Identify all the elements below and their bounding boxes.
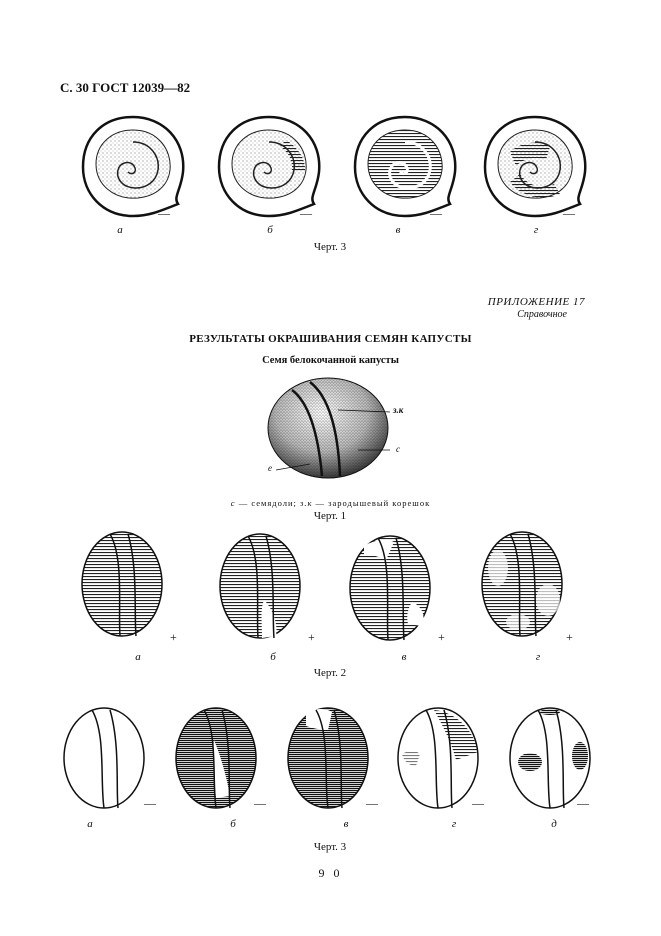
appendix-reference: Справочное — [517, 309, 567, 320]
fig-top-label-b: б — [267, 224, 273, 236]
legend-text-2: — зародышевый корешок — [312, 498, 431, 508]
fig2-seed-a — [78, 528, 168, 643]
fig3-label-c: в — [343, 818, 349, 830]
label-c: с — [396, 444, 400, 454]
fig3-seed-a — [60, 704, 150, 814]
fig3-label-a: а — [87, 818, 93, 830]
fig3-label-d: г — [451, 818, 457, 830]
seed-illustration — [250, 372, 410, 492]
appendix-title: ПРИЛОЖЕНИЕ 17 — [487, 296, 585, 308]
fig2-seed-c — [346, 532, 436, 647]
fig3-label-e: д — [551, 818, 557, 830]
figure1-caption: Черт. 1 — [313, 510, 347, 522]
fig-top-label-c: в — [395, 224, 401, 236]
legend-zk: з.к — [300, 498, 313, 508]
spiral-seed-c — [350, 112, 460, 222]
fig2-label-c: в — [401, 651, 407, 663]
figure2-caption: Черт. 2 — [313, 667, 347, 679]
fig2-mark-d: + — [566, 630, 573, 644]
legend-text-1: — семядоли; — [235, 498, 300, 508]
fig-top-mark-b: — — [300, 206, 312, 220]
fig3-mark-a: — — [144, 796, 156, 810]
fig3-mark-c: — — [366, 796, 378, 810]
fig-top-caption: Черт. 3 — [313, 241, 347, 253]
fig2-label-d: г — [535, 651, 541, 663]
spiral-seed-a — [78, 112, 188, 222]
label-e: е — [268, 463, 272, 473]
fig3-mark-e: — — [577, 796, 589, 810]
page-number: 9 0 — [318, 866, 343, 880]
fig-top-mark-c: — — [430, 206, 442, 220]
figure1-legend — [0, 498, 661, 508]
fig-top-mark-a: — — [158, 206, 170, 220]
fig2-mark-a: + — [170, 630, 177, 644]
fig-top-label-a: а — [117, 224, 123, 236]
fig3-seed-b — [172, 704, 262, 814]
fig3-seed-d — [394, 704, 484, 814]
fig2-label-b: б — [270, 651, 276, 663]
page-header: С. 30 ГОСТ 12039—82 — [60, 80, 191, 95]
fig2-mark-b: + — [308, 630, 315, 644]
legend-c: с — [230, 498, 236, 508]
fig3-seed-c — [284, 704, 374, 814]
section-subtitle: Семя белокочанной капусты — [262, 355, 399, 366]
fig3-mark-b: — — [254, 796, 266, 810]
figure3-caption: Черт. 3 — [313, 841, 347, 853]
fig2-mark-c: + — [438, 630, 445, 644]
label-zk: з.к — [393, 405, 404, 415]
section-title: РЕЗУЛЬТАТЫ ОКРАШИВАНИЯ СЕМЯН КАПУСТЫ — [189, 333, 472, 345]
fig2-label-a: а — [135, 651, 141, 663]
fig2-seed-b — [216, 530, 306, 645]
fig-top-label-d: г — [533, 224, 539, 236]
fig2-seed-d — [478, 528, 568, 643]
fig3-mark-d: — — [472, 796, 484, 810]
fig3-label-b: б — [230, 818, 236, 830]
fig-top-mark-d: — — [563, 206, 575, 220]
